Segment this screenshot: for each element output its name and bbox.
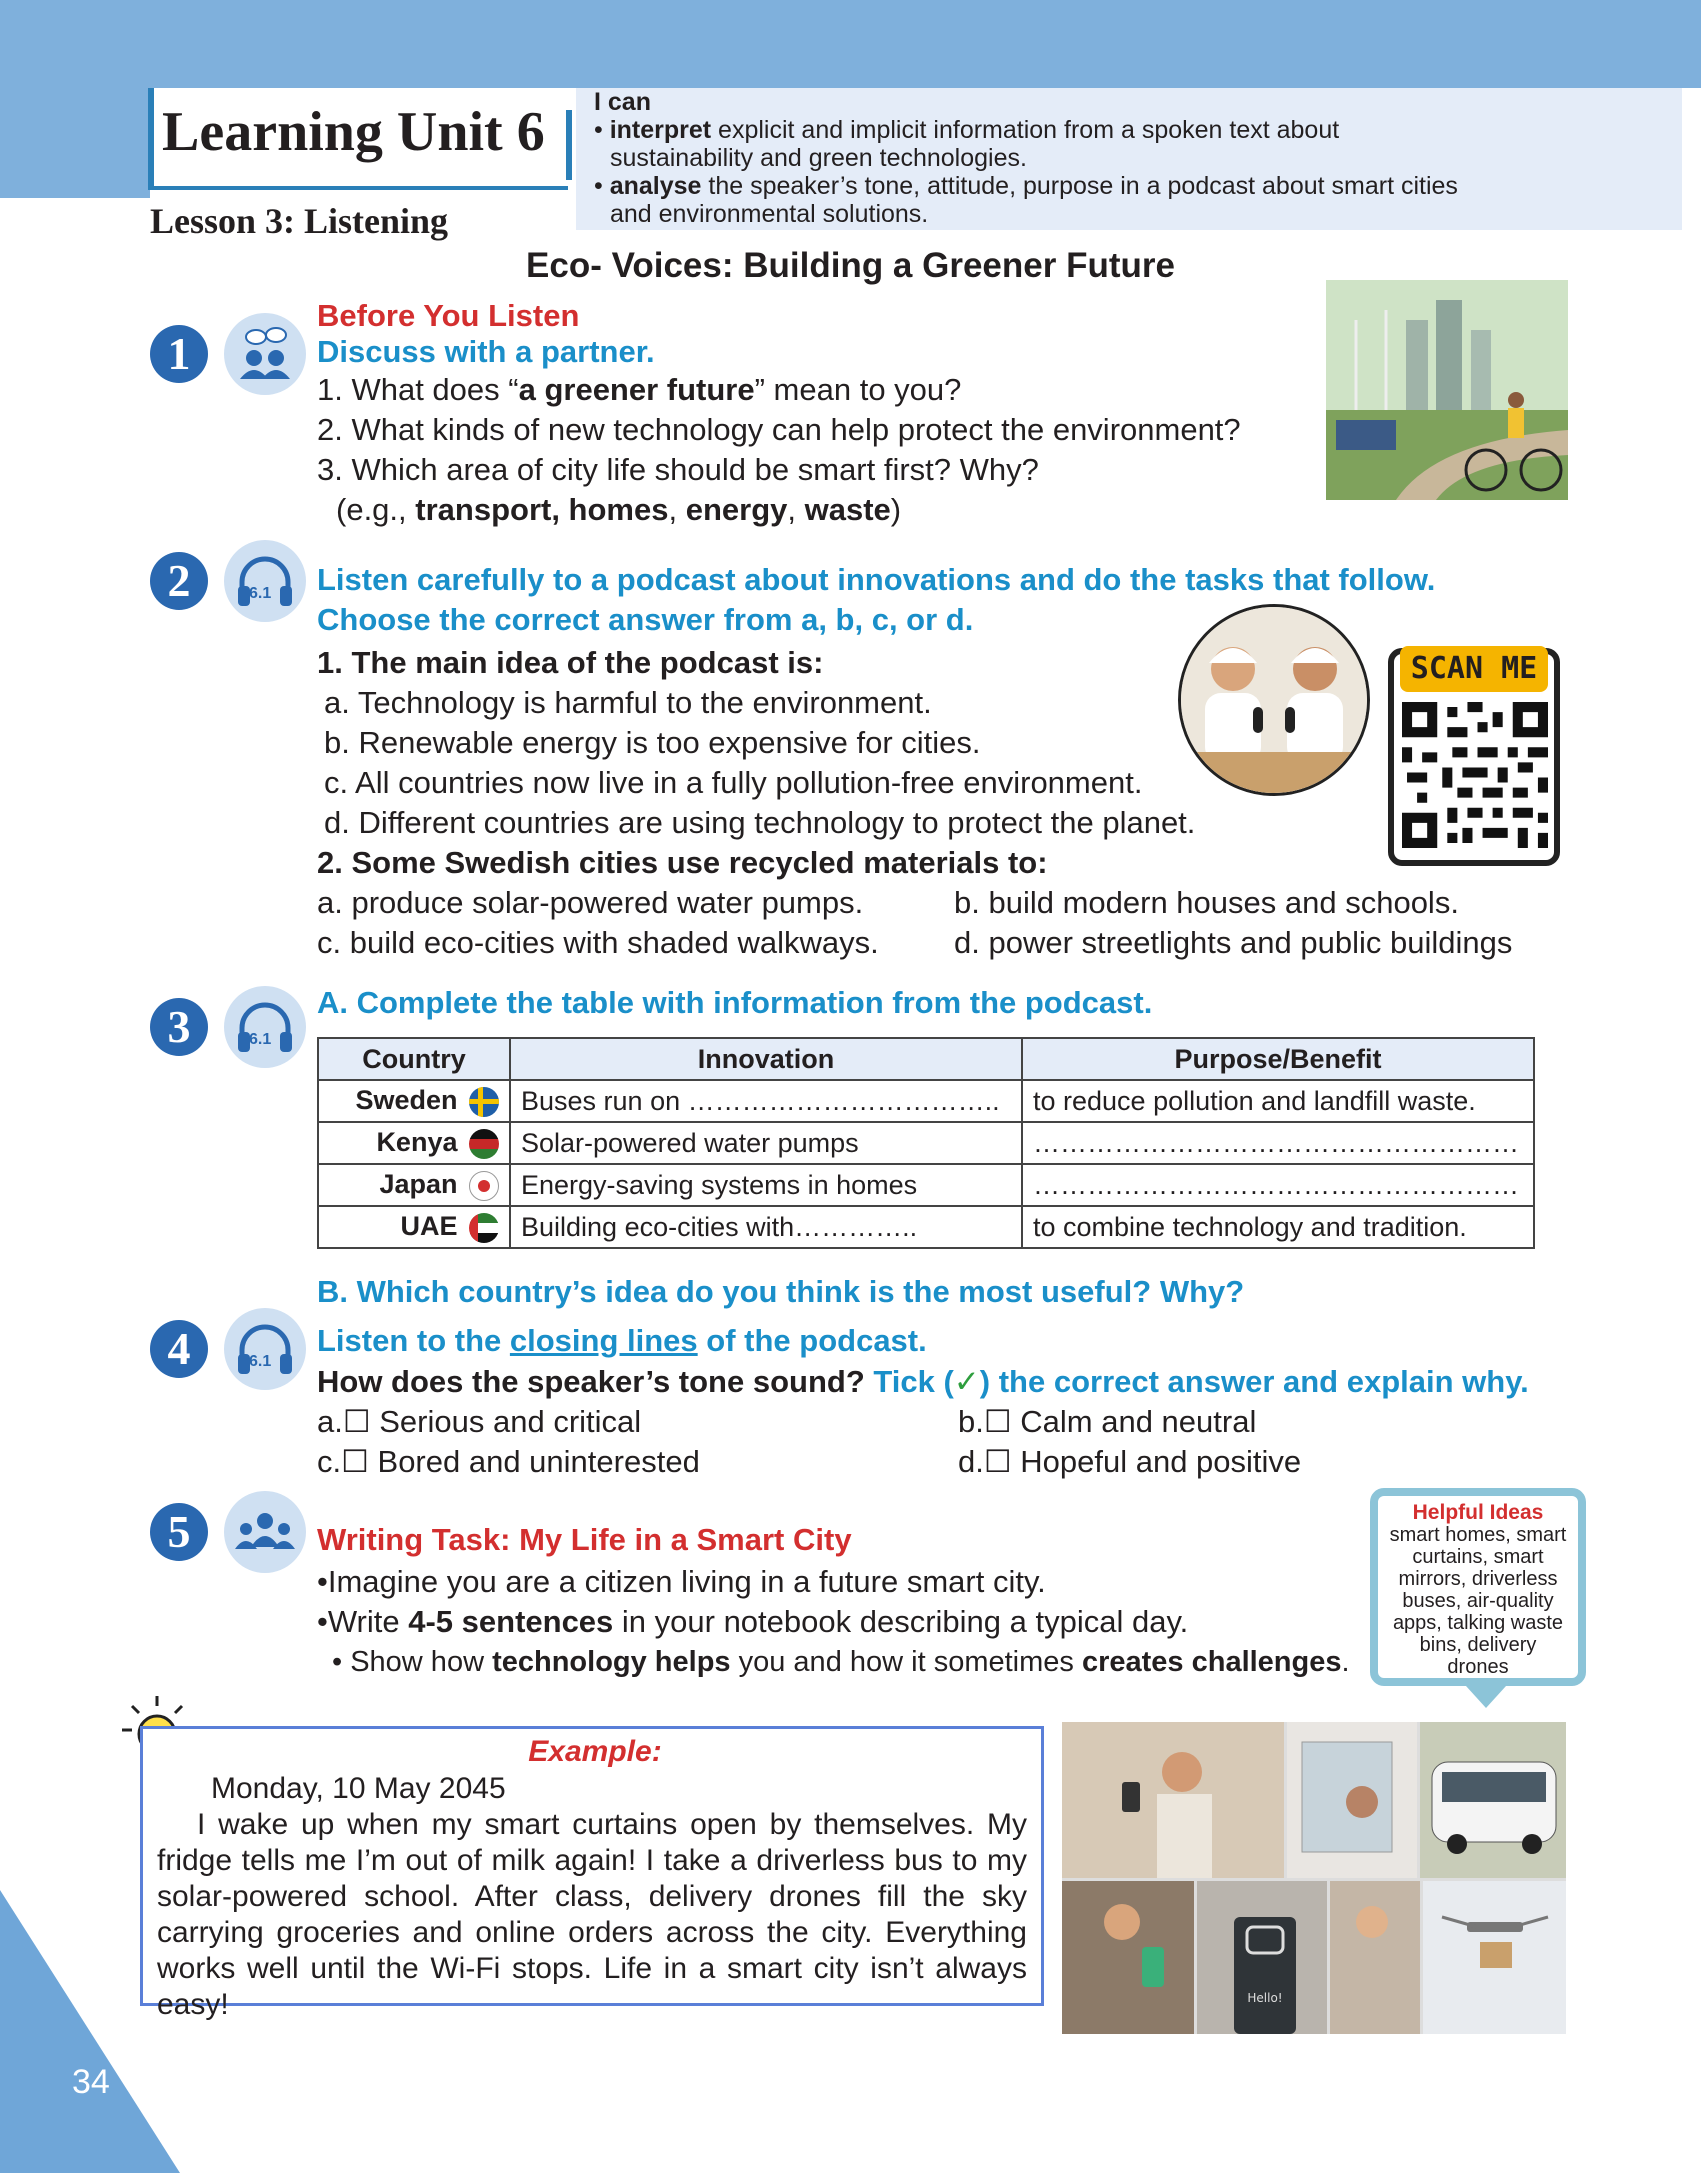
option-2-1-a: a. Technology is harmful to the environment. bbox=[324, 685, 932, 720]
helpful-idea-line: apps, talking waste bbox=[1392, 1612, 1564, 1634]
section-4-number: 4 bbox=[150, 1320, 208, 1378]
helpful-idea-line: buses, air-quality bbox=[1402, 1590, 1554, 1612]
table-header: Innovation bbox=[510, 1038, 1022, 1080]
option-2-2-a: a. produce solar-powered water pumps. bbox=[317, 885, 864, 920]
helpful-idea-line: drones bbox=[1447, 1656, 1509, 1678]
option-2-1-b: b. Renewable energy is too expensive for cities. bbox=[324, 725, 981, 760]
scan-me-label: SCAN ME bbox=[1400, 646, 1548, 692]
smart-bin-greeting: Hello! bbox=[1247, 1991, 1283, 2005]
top-band bbox=[0, 0, 1701, 88]
sweden-flag-icon bbox=[469, 1087, 499, 1117]
section-2-instruction-2: Choose the correct answer from a, b, c, or d. bbox=[317, 602, 974, 637]
smart-city-collage bbox=[1062, 1722, 1566, 2034]
section-5-heading: Writing Task: My Life in a Smart City bbox=[317, 1522, 852, 1557]
innovation-cell: Buses run on …………………………….. bbox=[510, 1080, 1022, 1122]
check-icon: ✓ bbox=[953, 1364, 980, 1399]
green-city-photo bbox=[1326, 280, 1568, 500]
country-cell: Kenya bbox=[318, 1122, 510, 1164]
innovation-table bbox=[317, 1037, 1535, 1249]
innovation-cell: Solar-powered water pumps bbox=[510, 1122, 1022, 1164]
section-1-q2: 2. What kinds of new technology can help protect the environment? bbox=[317, 412, 1241, 447]
tone-option-c[interactable]: c.☐ Bored and uninterested bbox=[317, 1444, 700, 1479]
section-1-examples: (e.g., transport, homes, energy, waste) bbox=[336, 492, 902, 527]
helpful-ideas-box bbox=[1370, 1488, 1586, 1686]
example-date: Monday, 10 May 2045 bbox=[211, 1772, 506, 1805]
section-1-number: 1 bbox=[150, 325, 208, 383]
option-2-2-b: b. build modern houses and schools. bbox=[954, 885, 1459, 920]
tone-option-a[interactable]: a.☐ Serious and critical bbox=[317, 1404, 642, 1439]
unit-accent-bar bbox=[566, 110, 572, 180]
japan-flag-icon bbox=[469, 1171, 499, 1201]
section-3-number: 3 bbox=[150, 998, 208, 1056]
group-icon bbox=[224, 1491, 306, 1573]
example-box bbox=[140, 1726, 1044, 2021]
audio-track-badge: 6.1 bbox=[249, 1031, 272, 1048]
option-2-1-d: d. Different countries are using technology to protect the planet. bbox=[324, 805, 1196, 840]
purpose-cell: ……………………………………………… bbox=[1022, 1122, 1534, 1164]
country-cell: Japan bbox=[318, 1164, 510, 1206]
helpful-pointer bbox=[1466, 1686, 1506, 1708]
section-1-subheading: Discuss with a partner. bbox=[317, 334, 655, 369]
writing-bullet-2: •Write 4-5 sentences in your notebook describing a typical day. bbox=[317, 1604, 1189, 1639]
section-1-heading: Before You Listen bbox=[317, 298, 580, 333]
section-1-q3: 3. Which area of city life should be smart first? Why? bbox=[317, 452, 1039, 487]
discussion-icon bbox=[224, 313, 306, 395]
country-cell: UAE bbox=[318, 1206, 510, 1248]
lesson-title: Lesson 3: Listening bbox=[150, 201, 449, 241]
section-4-question: How does the speaker’s tone sound? Tick (✓) the correct answer and explain why. bbox=[317, 1364, 1529, 1399]
example-paragraph: I wake up when my smart curtains open by themselves. My fridge tells me I’m out of milk again! I take a driverless bus to my solar-powered school. After class, delivery drones fill the sky carrying groceries and online orders across the city. Everything works well until the Wi-Fi stops. Life in a smart city isn’t always easy! bbox=[157, 1808, 1027, 2021]
headphones-icon bbox=[224, 1308, 306, 1390]
section-2-instruction-1: Listen carefully to a podcast about innovations and do the tasks that follow. bbox=[317, 562, 1436, 597]
innovation-cell: Building eco-cities with………….. bbox=[510, 1206, 1022, 1248]
kenya-flag-icon bbox=[469, 1129, 499, 1159]
question-2-2: 2. Some Swedish cities use recycled materials to: bbox=[317, 845, 1048, 880]
helpful-idea-line: curtains, smart bbox=[1412, 1546, 1544, 1568]
qr-code-icon bbox=[1402, 702, 1548, 848]
purpose-cell: to reduce pollution and landfill waste. bbox=[1022, 1080, 1534, 1122]
section-1-q1: 1. What does “a greener future” mean to you? bbox=[317, 372, 962, 407]
purpose-cell: ……………………………………………… bbox=[1022, 1164, 1534, 1206]
uae-flag-icon bbox=[469, 1213, 499, 1243]
table-row bbox=[318, 1080, 1534, 1122]
writing-bullet-1: •Imagine you are a citizen living in a future smart city. bbox=[317, 1564, 1046, 1599]
table-header: Purpose/Benefit bbox=[1022, 1038, 1534, 1080]
question-2-1: 1. The main idea of the podcast is: bbox=[317, 645, 824, 680]
option-2-2-d: d. power streetlights and public buildings bbox=[954, 925, 1513, 960]
option-2-1-c: c. All countries now live in a fully pollution-free environment. bbox=[324, 765, 1143, 800]
headphones-icon bbox=[224, 540, 306, 622]
page-number: 34 bbox=[72, 2063, 110, 2101]
left-band bbox=[0, 88, 150, 198]
section-3-instruction: A. Complete the table with information from the podcast. bbox=[317, 985, 1153, 1020]
table-header-row bbox=[318, 1038, 1534, 1080]
ican-objective-2-cont: and environmental solutions. bbox=[610, 200, 929, 228]
innovation-cell: Energy-saving systems in homes bbox=[510, 1164, 1022, 1206]
table-row bbox=[318, 1122, 1534, 1164]
helpful-idea-line: smart homes, smart bbox=[1389, 1524, 1567, 1546]
podcast-hosts-photo bbox=[1178, 604, 1370, 796]
unit-title: Learning Unit 6 bbox=[162, 101, 545, 163]
ican-objective-1: • interpret explicit and implicit information from a spoken text about bbox=[594, 116, 1340, 144]
section-2-number: 2 bbox=[150, 552, 208, 610]
section-5-number: 5 bbox=[150, 1503, 208, 1561]
audio-track-badge: 6.1 bbox=[249, 1353, 272, 1370]
ican-objective-2: • analyse the speaker’s tone, attitude, purpose in a podcast about smart cities bbox=[594, 172, 1458, 200]
helpful-idea-line: mirrors, driverless bbox=[1398, 1568, 1558, 1590]
table-header: Country bbox=[318, 1038, 510, 1080]
section-3-instruction-b: B. Which country’s idea do you think is the most useful? Why? bbox=[317, 1274, 1245, 1309]
lesson-subtitle: Eco- Voices: Building a Greener Future bbox=[526, 246, 1175, 285]
ican-objective-1-cont: sustainability and green technologies. bbox=[610, 144, 1027, 172]
country-cell: Sweden bbox=[318, 1080, 510, 1122]
qr-code-card[interactable] bbox=[1388, 648, 1560, 866]
audio-track-badge: 6.1 bbox=[249, 585, 272, 602]
ican-heading: I can bbox=[594, 88, 651, 116]
tone-option-b[interactable]: b.☐ Calm and neutral bbox=[958, 1404, 1257, 1439]
section-4-instruction: Listen to the closing lines of the podcast. bbox=[317, 1323, 927, 1358]
helpful-idea-line: bins, delivery bbox=[1419, 1634, 1537, 1656]
example-heading: Example: bbox=[528, 1735, 662, 1768]
option-2-2-c: c. build eco-cities with shaded walkways. bbox=[317, 925, 879, 960]
helpful-ideas-heading: Helpful Ideas bbox=[1412, 1501, 1544, 1524]
writing-bullet-3: • Show how technology helps you and how it sometimes creates challenges. bbox=[332, 1646, 1350, 1678]
purpose-cell: to combine technology and tradition. bbox=[1022, 1206, 1534, 1248]
tone-option-d[interactable]: d.☐ Hopeful and positive bbox=[958, 1444, 1302, 1479]
headphones-icon bbox=[224, 986, 306, 1068]
table-row bbox=[318, 1206, 1534, 1248]
table-row bbox=[318, 1164, 1534, 1206]
